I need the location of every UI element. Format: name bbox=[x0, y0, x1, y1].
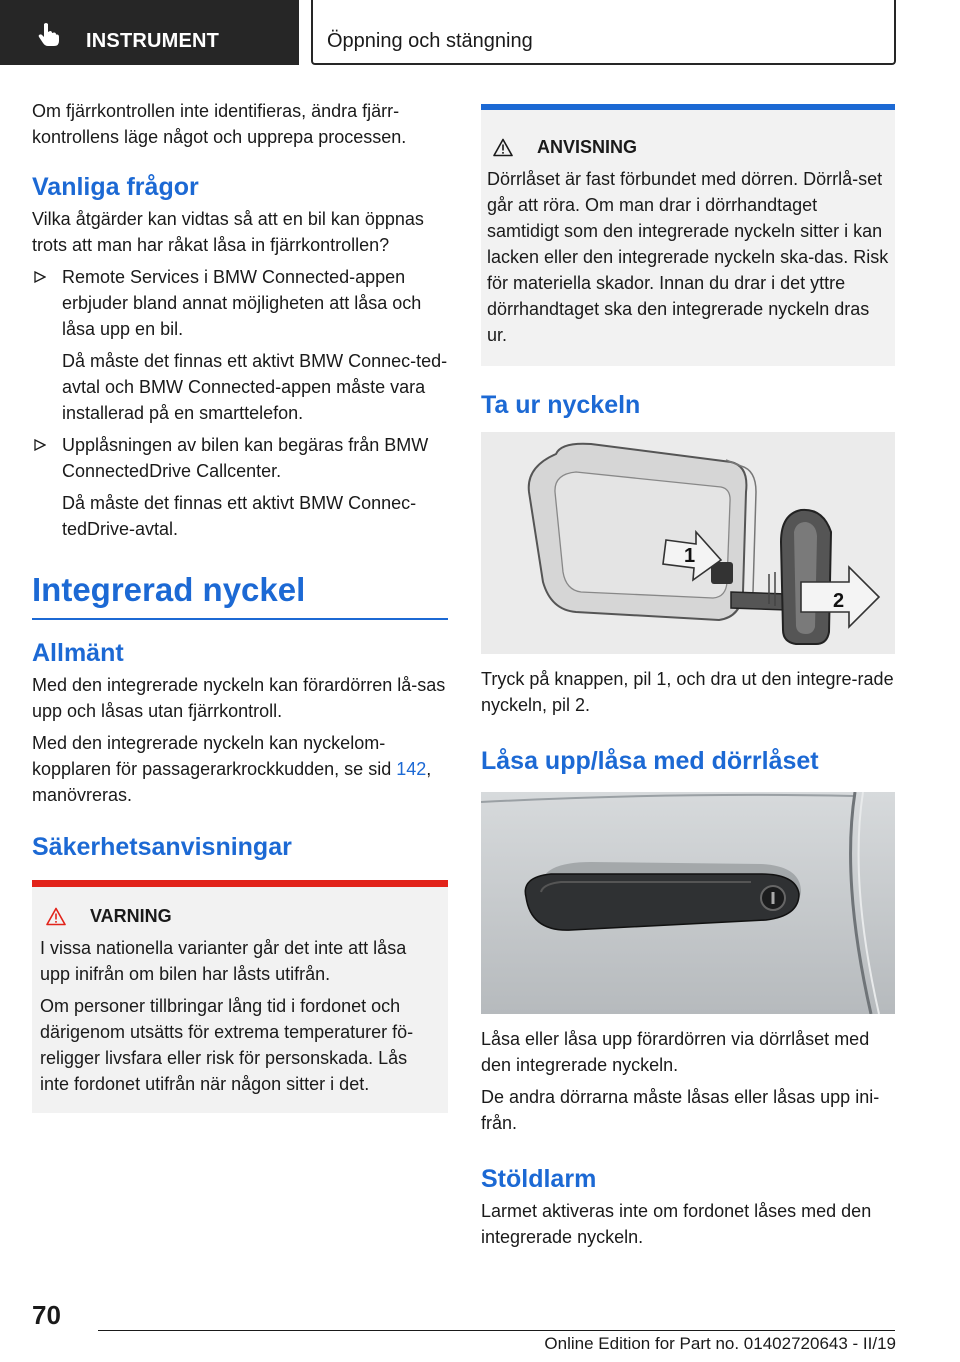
list-item-text: Remote Services i BMW Connected-appen erbjuder bland annat möjligheten att låsa och låsa upp en bil. bbox=[62, 267, 422, 339]
alarm-paragraph: Larmet aktiveras inte om fordonet låses med den integrerade nyckeln. bbox=[481, 1201, 872, 1247]
general-paragraph-2-text: Med den integrerade nyckeln kan nyckelom-kopplaren för passagerarkrockkudden, se sid bbox=[32, 733, 397, 779]
warning-title-text: VARNING bbox=[90, 905, 172, 926]
faq-heading: Vanliga frågor bbox=[32, 173, 199, 201]
arrow-label-2: 2 bbox=[833, 590, 845, 612]
list-item bbox=[32, 264, 448, 426]
alarm-heading: Stöldlarm bbox=[481, 1165, 597, 1193]
door-handle-illustration bbox=[481, 792, 895, 1014]
note-paragraph: Dörrlåset är fast förbundet med dörren. Dörrlå-set går att röra. Om man drar i dörrhandtaget samtidigt som den integrerade nyckeln sitter i kan lacken eller den integrerade nyckeln ska-das. Risk för materiella skador. Innan du drar i det yttre dörrhandtaget ska den integrerade nyckeln dras ur. bbox=[487, 169, 889, 345]
chapter-label: INSTRUMENT bbox=[86, 30, 220, 52]
main-heading: Integrerad nyckel bbox=[32, 570, 448, 620]
triangle-bullet-icon bbox=[34, 439, 46, 451]
warning-paragraph-1: I vissa nationella varianter går det inte att låsa upp inifrån om bilen har låsts utifrån. bbox=[40, 938, 407, 984]
door-handle-figure bbox=[481, 792, 895, 1014]
general-paragraph-2-end: , manövreras. bbox=[32, 759, 432, 805]
lock-paragraph-2: De andra dörrarna måste låsas eller låsas upp ini-från. bbox=[481, 1087, 880, 1133]
triangle-bullet-icon bbox=[34, 271, 46, 283]
list-item bbox=[32, 432, 448, 542]
warning-paragraph-2: Om personer tillbringar lång tid i fordonet och därigenom utsätts för extrema temperaturer fö-religger livsfara eller risk för personskada. Lås inte fordonet utifrån när någon sitter i det. bbox=[40, 996, 414, 1094]
faq-question: Vilka åtgärder kan vidtas så att en bil kan öppnas trots att man har råkat låsa in fjärrkontrollen? bbox=[32, 209, 424, 255]
warning-box bbox=[32, 880, 448, 1113]
safety-heading: Säkerhetsanvisningar bbox=[32, 833, 292, 861]
key-removal-figure bbox=[481, 432, 895, 654]
remove-key-heading: Ta ur nyckeln bbox=[481, 391, 641, 419]
warning-title bbox=[40, 903, 440, 929]
footer-divider bbox=[98, 1330, 895, 1331]
warning-triangle-icon bbox=[46, 907, 66, 926]
chapter-tab[interactable] bbox=[0, 0, 299, 65]
left-column bbox=[32, 98, 448, 1113]
list-item-subtext: Då måste det finnas ett aktivt BMW Connec-ted-avtal och BMW Connected-appen måste vara installerad på en smarttelefon. bbox=[62, 351, 448, 423]
page-reference-link[interactable]: 142 bbox=[396, 759, 427, 779]
lock-heading: Låsa upp/låsa med dörrlåset bbox=[481, 747, 819, 775]
note-title-text: ANVISNING bbox=[537, 136, 638, 157]
general-paragraph-1: Med den integrerade nyckeln kan förardörren lå-sas upp och låsas utan fjärrkontroll. bbox=[32, 675, 446, 721]
arrow-label-1: 1 bbox=[684, 545, 696, 567]
key-illustration bbox=[481, 432, 895, 654]
remove-key-paragraph: Tryck på knappen, pil 1, och dra ut den integre-rade nyckeln, pil 2. bbox=[481, 669, 894, 715]
general-heading: Allmänt bbox=[32, 639, 124, 667]
note-title bbox=[487, 134, 889, 160]
section-tab[interactable] bbox=[311, 0, 896, 65]
faq-list bbox=[32, 264, 448, 542]
intro-paragraph: Om fjärrkontrollen inte identifieras, ändra fjärr-kontrollens läge något och upprepa processen. bbox=[32, 101, 407, 147]
page-number: 70 bbox=[32, 1300, 61, 1330]
right-column bbox=[481, 104, 895, 1256]
hand-touch-icon bbox=[38, 22, 60, 46]
list-item-text: Upplåsningen av bilen kan begäras från BMW ConnectedDrive Callcenter. bbox=[62, 435, 429, 481]
list-item-subtext: Då måste det finnas ett aktivt BMW Connec-tedDrive-avtal. bbox=[62, 493, 417, 539]
warning-triangle-icon bbox=[493, 138, 513, 157]
note-box bbox=[481, 104, 895, 366]
general-paragraph-2 bbox=[32, 730, 448, 808]
lock-paragraph-1: Låsa eller låsa upp förardörren via dörrlåset med den integrerade nyckeln. bbox=[481, 1029, 870, 1075]
footer-edition: Online Edition for Part no. 01402720643 - II/19 bbox=[544, 1334, 896, 1353]
section-label: Öppning och stängning bbox=[327, 30, 533, 52]
